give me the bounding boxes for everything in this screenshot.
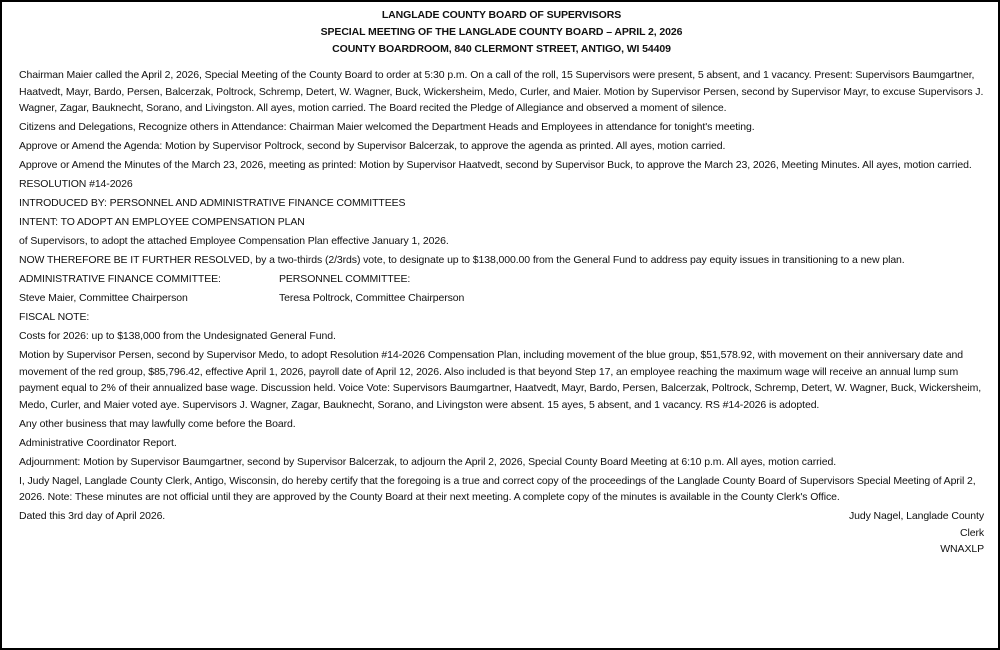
notice-content (2, 2, 998, 648)
admin-coordinator-report-line: Administrative Coordinator Report. (19, 436, 177, 449)
resolved-clause-paragraph: NOW THEREFORE BE IT FURTHER RESOLVED, by a two-thirds (2/3rds) vote, to designate up to $138,000.00 from the General Fund to address pay equity issues in transitioning to a new plan. (19, 254, 905, 266)
call-to-order-paragraph: Chairman Maier called the April 2, 2026, Special Meeting of the County Board to order at 5:30 p.m. On a call of the roll, 15 Supervisors were present, 5 absent, and 1 vacancy. Present: Supervisors Baumgartner, Haatvedt, Mayr, Bardo, Persen, Balcerzak, Poltrock, Schremp, Detert, W. Wagner, Buck, Wickersheim, Medo, Curler, and Maier. Motion by Supervisor Persen, second by Supervisor Mayr, to excuse Supervisors J. Wagner, Zagar, Bauknecht, Sorano, and Livingston. All ayes, motion carried. The Board recited the Pledge of Allegiance and observed a moment of silence. (19, 69, 984, 114)
wnaxlp-line: WNAXLP (940, 543, 984, 555)
adjournment-paragraph: Adjournment: Motion by Supervisor Baumgartner, second by Supervisor Balcerzak, to adjourn the April 2, 2026, Special County Board Meeting at 6:10 p.m. All ayes, motion carried. (19, 455, 837, 468)
personnel-committee-title: PERSONNEL COMMITTEE: (279, 273, 411, 285)
adoption-motion-paragraph: Motion by Supervisor Persen, second by Supervisor Medo, to adopt Resolution #14-2026 Compensation Plan, including movement of the blue group, $51,578.92, with movement on their anniversary date and movement of the red group, $85,796.42, effective April 1, 2026, payroll date of April 12, 2026. Also included is that beyond Step 17, an employee reaching the maximum wage will receive an annual lump sum payment equal to 2% of their annualized base wage. Discussion held. Voice Vote: Supervisors Baumgartner, Haatvedt, Mayr, Bardo, Persen, Balcerzak, Poltrock, Schremp, Detert, W. Wagner, Buck, Wickersheim, Medo, Curler, and Maier voted aye. Supervisors J. Wagner, Zagar, Bauknecht, Sorano, and Livingston were absent. 15 ayes, 5 absent, and 1 vacancy. RS #14-2026 is adopted. (19, 349, 982, 411)
minutes-body (19, 67, 984, 558)
introduced-by-line: INTRODUCED BY: PERSONNEL AND ADMINISTRATIVE FINANCE COMMITTEES (19, 197, 406, 209)
footer-row (19, 508, 984, 558)
header-org-line: LANGLADE COUNTY BOARD OF SUPERVISORS (381, 9, 622, 21)
personnel-chairperson: Teresa Poltrock, Committee Chairperson (279, 292, 465, 304)
resolution-number-line: RESOLUTION #14-2026 (19, 178, 133, 190)
clerk-certification-paragraph: I, Judy Nagel, Langlade County Clerk, Antigo, Wisconsin, do hereby certify that the foregoing is a true and correct copy of the proceedings of the Langlade County Board of Supervisors Special Meeting of April 2, 2026. Note: These minutes are not official until they are approved by the County Board at their next meeting. A complete copy of the minutes is available in the County Clerk's Office. (19, 474, 976, 503)
committee-titles-row (19, 271, 984, 288)
dated-line: Dated this 3rd day of April 2026. (19, 510, 166, 522)
citizens-delegations-paragraph: Citizens and Delegations, Recognize others in Attendance: Chairman Maier welcomed the Department Heads and Employees in attendance for tonight's meeting. (19, 121, 755, 133)
administrative-finance-chairperson: Steve Maier, Committee Chairperson (19, 292, 188, 304)
fiscal-note-cost-line: Costs for 2026: up to $138,000 from the Undesignated General Fund. (19, 330, 336, 342)
approve-minutes-paragraph: Approve or Amend the Minutes of the March 23, 2026, meeting as printed: Motion by Supervisor Haatvedt, second by Supervisor Buck, to approve the March 23, 2026, Meeting Minutes. All ayes, motion carried. (19, 159, 972, 171)
clerk-signature-block (849, 508, 984, 558)
notice-header (19, 7, 984, 58)
fiscal-note-heading: FISCAL NOTE: (19, 311, 90, 323)
header-location-line: COUNTY BOARDROOM, 840 CLERMONT STREET, ANTIGO, WI 54409 (332, 43, 671, 55)
intent-line: INTENT: TO ADOPT AN EMPLOYEE COMPENSATION PLAN (19, 216, 305, 228)
administrative-finance-committee-title: ADMINISTRATIVE FINANCE COMMITTEE: (19, 273, 221, 285)
signature-name-line: Judy Nagel, Langlade County (848, 510, 984, 522)
approve-agenda-paragraph: Approve or Amend the Agenda: Motion by Supervisor Poltrock, second by Supervisor Balcerzak, to approve the agenda as printed. All ayes, motion carried. (19, 140, 726, 152)
signature-title-line: Clerk (959, 526, 984, 539)
header-meeting-line: SPECIAL MEETING OF THE LANGLADE COUNTY BOARD – APRIL 2, 2026 (320, 26, 683, 38)
other-business-line: Any other business that may lawfully come before the Board. (19, 417, 296, 430)
committee-chairs-row (19, 290, 984, 307)
resolution-body-line: of Supervisors, to adopt the attached Employee Compensation Plan effective January 1, 2026. (19, 235, 449, 247)
